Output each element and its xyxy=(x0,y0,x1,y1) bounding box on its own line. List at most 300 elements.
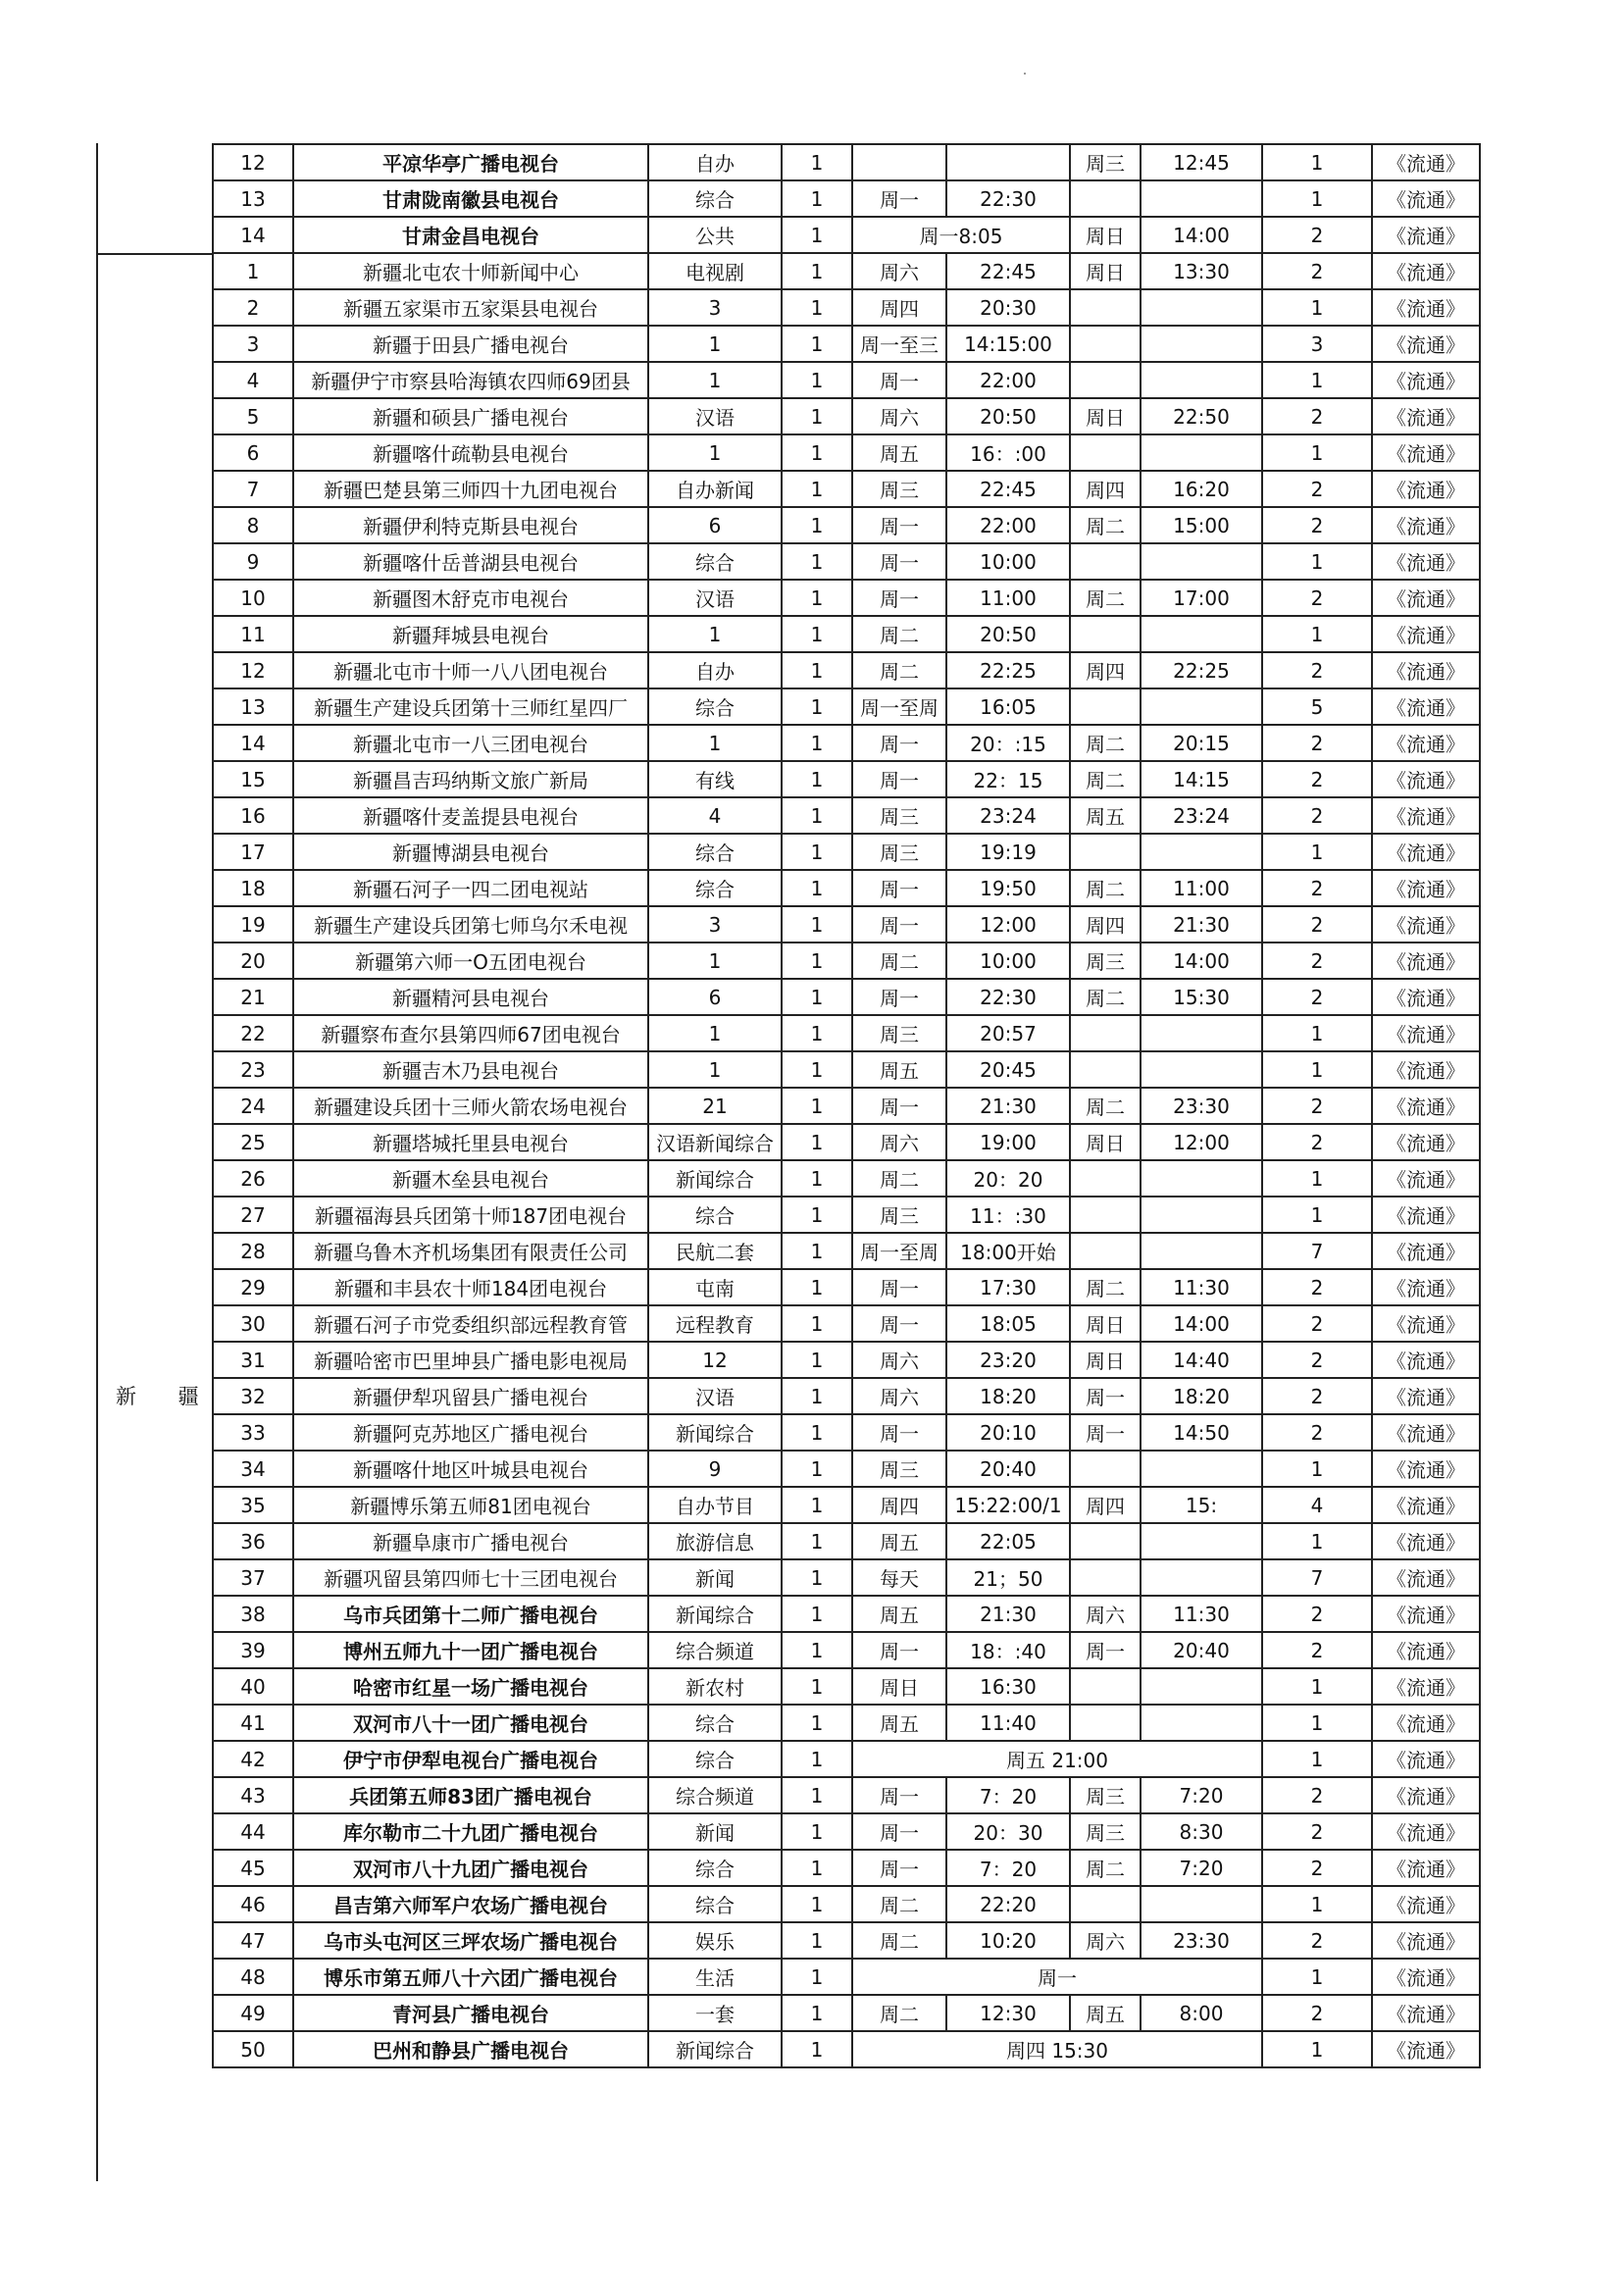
schedule-time1: 11：:30 xyxy=(946,1197,1070,1233)
times-count: 2 xyxy=(1262,943,1372,979)
row-number: 13 xyxy=(213,688,293,725)
program-title: 《流通》 xyxy=(1372,1342,1480,1378)
times-count: 1 xyxy=(1262,1197,1372,1233)
count-cell: 1 xyxy=(782,1559,852,1596)
region-label: 新 疆 xyxy=(116,1385,217,1408)
schedule-time1: 18:05 xyxy=(946,1305,1070,1342)
schedule-day1: 周一 xyxy=(852,1850,946,1886)
program-title: 《流通》 xyxy=(1372,1160,1480,1197)
table-row xyxy=(213,1959,1480,1995)
program-title: 《流通》 xyxy=(1372,1995,1480,2031)
schedule-time1: 16:05 xyxy=(946,688,1070,725)
row-number: 10 xyxy=(213,580,293,616)
program-name: 新闻综合 xyxy=(648,1596,782,1632)
program-name: 1 xyxy=(648,1015,782,1051)
table-row xyxy=(213,1051,1480,1088)
schedule-time2 xyxy=(1141,180,1262,217)
schedule-time2: 23:24 xyxy=(1141,797,1262,834)
row-number: 26 xyxy=(213,1160,293,1197)
schedule-day1: 周四 xyxy=(852,289,946,326)
count-cell: 1 xyxy=(782,1487,852,1523)
times-count: 2 xyxy=(1262,1777,1372,1813)
schedule-day2 xyxy=(1070,1051,1141,1088)
station-name: 新疆伊利特克斯县电视台 xyxy=(293,507,648,543)
program-name: 自办 xyxy=(648,144,782,180)
schedule-time1: 11:00 xyxy=(946,580,1070,616)
row-number: 12 xyxy=(213,652,293,688)
schedule-time2: 15:30 xyxy=(1141,979,1262,1015)
schedule-time2: 22:25 xyxy=(1141,652,1262,688)
schedule-time2: 23:30 xyxy=(1141,1922,1262,1959)
count-cell: 1 xyxy=(782,144,852,180)
schedule-day2 xyxy=(1070,180,1141,217)
schedule-day1: 周一至三 xyxy=(852,326,946,362)
station-name: 新疆伊宁市察县哈海镇农四师69团县 xyxy=(293,362,648,398)
count-cell: 1 xyxy=(782,1233,852,1269)
table-row xyxy=(213,1523,1480,1559)
count-cell: 1 xyxy=(782,1051,852,1088)
program-title: 《流通》 xyxy=(1372,870,1480,906)
program-name: 1 xyxy=(648,616,782,652)
schedule-time2: 12:45 xyxy=(1141,144,1262,180)
times-count: 2 xyxy=(1262,725,1372,761)
row-number: 31 xyxy=(213,1342,293,1378)
count-cell: 1 xyxy=(782,688,852,725)
count-cell: 1 xyxy=(782,471,852,507)
program-title: 《流通》 xyxy=(1372,725,1480,761)
program-name: 自办节目 xyxy=(648,1487,782,1523)
station-name: 新疆巩留县第四师七十三团电视台 xyxy=(293,1559,648,1596)
schedule-day2: 周一 xyxy=(1070,1414,1141,1451)
station-name: 新疆博湖县电视台 xyxy=(293,834,648,870)
schedule-time2 xyxy=(1141,1886,1262,1922)
schedule-time2: 23:30 xyxy=(1141,1088,1262,1124)
count-cell: 1 xyxy=(782,543,852,580)
schedule-day1: 周一 xyxy=(852,1414,946,1451)
table-row xyxy=(213,1922,1480,1959)
schedule-time1: 22:25 xyxy=(946,652,1070,688)
row-number: 17 xyxy=(213,834,293,870)
times-count: 2 xyxy=(1262,398,1372,434)
region-separator-line xyxy=(96,253,212,255)
row-number: 21 xyxy=(213,979,293,1015)
table-row xyxy=(213,688,1480,725)
program-name: 综合 xyxy=(648,1850,782,1886)
times-count: 1 xyxy=(1262,1741,1372,1777)
schedule-day1: 周二 xyxy=(852,1995,946,2031)
program-title: 《流通》 xyxy=(1372,761,1480,797)
schedule-merged: 周五 21:00 xyxy=(852,1741,1262,1777)
table-row xyxy=(213,1995,1480,2031)
row-number: 37 xyxy=(213,1559,293,1596)
program-name: 综合 xyxy=(648,1705,782,1741)
schedule-day2 xyxy=(1070,434,1141,471)
program-title: 《流通》 xyxy=(1372,616,1480,652)
station-name: 新疆和硕县广播电视台 xyxy=(293,398,648,434)
table-row xyxy=(213,1015,1480,1051)
schedule-day2: 周四 xyxy=(1070,652,1141,688)
schedule-day1: 周二 xyxy=(852,1922,946,1959)
times-count: 2 xyxy=(1262,1596,1372,1632)
schedule-time2: 8:30 xyxy=(1141,1813,1262,1850)
times-count: 1 xyxy=(1262,616,1372,652)
program-title: 《流通》 xyxy=(1372,362,1480,398)
schedule-day2 xyxy=(1070,1559,1141,1596)
program-name: 新闻 xyxy=(648,1813,782,1850)
schedule-time2 xyxy=(1141,1197,1262,1233)
row-number: 28 xyxy=(213,1233,293,1269)
station-name: 青河县广播电视台 xyxy=(293,1995,648,2031)
times-count: 5 xyxy=(1262,688,1372,725)
program-name: 屯南 xyxy=(648,1269,782,1305)
program-title: 《流通》 xyxy=(1372,943,1480,979)
schedule-rows xyxy=(213,144,1480,2067)
program-title: 《流通》 xyxy=(1372,1051,1480,1088)
program-title: 《流通》 xyxy=(1372,797,1480,834)
program-name: 自办 xyxy=(648,652,782,688)
schedule-day2: 周日 xyxy=(1070,1342,1141,1378)
program-name: 汉语 xyxy=(648,580,782,616)
table-row xyxy=(213,1160,1480,1197)
schedule-day1: 周五 xyxy=(852,434,946,471)
program-name: 新闻 xyxy=(648,1559,782,1596)
program-name: 综合频道 xyxy=(648,1632,782,1668)
station-name: 新疆喀什岳普湖县电视台 xyxy=(293,543,648,580)
program-name: 公共 xyxy=(648,217,782,253)
table-row xyxy=(213,1451,1480,1487)
schedule-day2: 周二 xyxy=(1070,870,1141,906)
times-count: 1 xyxy=(1262,1051,1372,1088)
station-name: 昌吉第六师军户农场广播电视台 xyxy=(293,1886,648,1922)
times-count: 1 xyxy=(1262,362,1372,398)
table-row xyxy=(213,1342,1480,1378)
station-name: 双河市八十一团广播电视台 xyxy=(293,1705,648,1741)
schedule-time1: 17:30 xyxy=(946,1269,1070,1305)
station-name: 新疆五家渠市五家渠县电视台 xyxy=(293,289,648,326)
times-count: 2 xyxy=(1262,1922,1372,1959)
schedule-day2: 周一 xyxy=(1070,1378,1141,1414)
station-name: 新疆喀什疏勒县电视台 xyxy=(293,434,648,471)
schedule-day2 xyxy=(1070,1160,1141,1197)
schedule-day1 xyxy=(852,144,946,180)
schedule-day1: 周二 xyxy=(852,1886,946,1922)
station-name: 甘肃陇南徽县电视台 xyxy=(293,180,648,217)
program-name: 4 xyxy=(648,797,782,834)
row-number: 20 xyxy=(213,943,293,979)
schedule-time1: 22:30 xyxy=(946,979,1070,1015)
schedule-time2: 12:00 xyxy=(1141,1124,1262,1160)
schedule-day2 xyxy=(1070,362,1141,398)
program-name: 1 xyxy=(648,362,782,398)
row-number: 22 xyxy=(213,1015,293,1051)
schedule-time1: 22:45 xyxy=(946,253,1070,289)
schedule-time1: 14:15:00 xyxy=(946,326,1070,362)
schedule-day1: 周一 xyxy=(852,906,946,943)
program-title: 《流通》 xyxy=(1372,906,1480,943)
row-number: 45 xyxy=(213,1850,293,1886)
schedule-day1: 周五 xyxy=(852,1705,946,1741)
schedule-time2 xyxy=(1141,1451,1262,1487)
table-row xyxy=(213,1378,1480,1414)
schedule-day1: 周三 xyxy=(852,834,946,870)
row-number: 6 xyxy=(213,434,293,471)
program-title: 《流通》 xyxy=(1372,1305,1480,1342)
times-count: 2 xyxy=(1262,1305,1372,1342)
schedule-day2 xyxy=(1070,1197,1141,1233)
station-name: 新疆北屯市十师一八八团电视台 xyxy=(293,652,648,688)
schedule-day1: 周二 xyxy=(852,652,946,688)
row-number: 43 xyxy=(213,1777,293,1813)
table-row xyxy=(213,1705,1480,1741)
row-number: 1 xyxy=(213,253,293,289)
schedule-time1: 16：:00 xyxy=(946,434,1070,471)
station-name: 甘肃金昌电视台 xyxy=(293,217,648,253)
program-title: 《流通》 xyxy=(1372,834,1480,870)
table-row xyxy=(213,2031,1480,2067)
schedule-day2: 周日 xyxy=(1070,1305,1141,1342)
program-title: 《流通》 xyxy=(1372,398,1480,434)
times-count: 1 xyxy=(1262,2031,1372,2067)
program-name: 6 xyxy=(648,507,782,543)
times-count: 1 xyxy=(1262,434,1372,471)
table-row xyxy=(213,797,1480,834)
row-number: 42 xyxy=(213,1741,293,1777)
program-title: 《流通》 xyxy=(1372,144,1480,180)
program-name: 汉语 xyxy=(648,1378,782,1414)
table-row xyxy=(213,943,1480,979)
table-row xyxy=(213,326,1480,362)
row-number: 23 xyxy=(213,1051,293,1088)
count-cell: 1 xyxy=(782,1777,852,1813)
program-title: 《流通》 xyxy=(1372,1813,1480,1850)
schedule-day2 xyxy=(1070,326,1141,362)
times-count: 2 xyxy=(1262,761,1372,797)
schedule-time1: 22:00 xyxy=(946,507,1070,543)
schedule-time2: 7:20 xyxy=(1141,1777,1262,1813)
count-cell: 1 xyxy=(782,1342,852,1378)
station-name: 博州五师九十一团广播电视台 xyxy=(293,1632,648,1668)
table-row xyxy=(213,1124,1480,1160)
station-name: 新疆拜城县电视台 xyxy=(293,616,648,652)
schedule-day1: 周四 xyxy=(852,1487,946,1523)
table-row xyxy=(213,289,1480,326)
schedule-time2 xyxy=(1141,1233,1262,1269)
schedule-time2 xyxy=(1141,1051,1262,1088)
program-name: 3 xyxy=(648,906,782,943)
schedule-time1: 22：15 xyxy=(946,761,1070,797)
schedule-day2: 周日 xyxy=(1070,253,1141,289)
schedule-day1: 周日 xyxy=(852,1668,946,1705)
schedule-time1: 20：20 xyxy=(946,1160,1070,1197)
program-name: 综合 xyxy=(648,1197,782,1233)
count-cell: 1 xyxy=(782,217,852,253)
schedule-time2: 14:50 xyxy=(1141,1414,1262,1451)
schedule-time2 xyxy=(1141,1559,1262,1596)
schedule-time1: 7：20 xyxy=(946,1850,1070,1886)
schedule-day1: 周一 xyxy=(852,979,946,1015)
station-name: 哈密市红星一场广播电视台 xyxy=(293,1668,648,1705)
schedule-time1: 10:00 xyxy=(946,943,1070,979)
program-title: 《流通》 xyxy=(1372,326,1480,362)
row-number: 27 xyxy=(213,1197,293,1233)
schedule-day1: 周二 xyxy=(852,616,946,652)
left-border-line xyxy=(96,143,98,2181)
program-name: 综合 xyxy=(648,834,782,870)
count-cell: 1 xyxy=(782,1668,852,1705)
schedule-day1: 周一 xyxy=(852,1813,946,1850)
table-row xyxy=(213,1886,1480,1922)
row-number: 3 xyxy=(213,326,293,362)
program-name: 综合 xyxy=(648,870,782,906)
row-number: 44 xyxy=(213,1813,293,1850)
row-number: 36 xyxy=(213,1523,293,1559)
schedule-time2: 11:00 xyxy=(1141,870,1262,906)
station-name: 新疆哈密市巴里坤县广播电影电视局 xyxy=(293,1342,648,1378)
times-count: 2 xyxy=(1262,1414,1372,1451)
schedule-time2 xyxy=(1141,289,1262,326)
row-number: 48 xyxy=(213,1959,293,1995)
table-row xyxy=(213,1305,1480,1342)
row-number: 49 xyxy=(213,1995,293,2031)
schedule-time2 xyxy=(1141,1015,1262,1051)
table-row xyxy=(213,580,1480,616)
program-title: 《流通》 xyxy=(1372,1451,1480,1487)
program-name: 9 xyxy=(648,1451,782,1487)
station-name: 新疆第六师一O五团电视台 xyxy=(293,943,648,979)
row-number: 14 xyxy=(213,217,293,253)
schedule-time1: 22:00 xyxy=(946,362,1070,398)
count-cell: 1 xyxy=(782,362,852,398)
station-name: 新疆昌吉玛纳斯文旅广新局 xyxy=(293,761,648,797)
program-title: 《流通》 xyxy=(1372,289,1480,326)
schedule-table xyxy=(212,143,1481,2068)
schedule-time2: 21:30 xyxy=(1141,906,1262,943)
schedule-day1: 周一 xyxy=(852,1305,946,1342)
schedule-day2: 周日 xyxy=(1070,398,1141,434)
schedule-day2 xyxy=(1070,1523,1141,1559)
row-number: 8 xyxy=(213,507,293,543)
schedule-day2: 周六 xyxy=(1070,1596,1141,1632)
schedule-day2 xyxy=(1070,1233,1141,1269)
program-title: 《流通》 xyxy=(1372,1378,1480,1414)
schedule-day1: 周三 xyxy=(852,471,946,507)
schedule-time1: 23:20 xyxy=(946,1342,1070,1378)
program-title: 《流通》 xyxy=(1372,1233,1480,1269)
schedule-time2: 15:00 xyxy=(1141,507,1262,543)
station-name: 乌市兵团第十二师广播电视台 xyxy=(293,1596,648,1632)
times-count: 1 xyxy=(1262,144,1372,180)
schedule-time2 xyxy=(1141,362,1262,398)
program-name: 1 xyxy=(648,1051,782,1088)
station-name: 巴州和静县广播电视台 xyxy=(293,2031,648,2067)
schedule-time1: 21；50 xyxy=(946,1559,1070,1596)
schedule-time2: 15: xyxy=(1141,1487,1262,1523)
table-row xyxy=(213,144,1480,180)
station-name: 新疆石河子市党委组织部远程教育管 xyxy=(293,1305,648,1342)
count-cell: 1 xyxy=(782,1378,852,1414)
program-title: 《流通》 xyxy=(1372,1559,1480,1596)
times-count: 1 xyxy=(1262,1523,1372,1559)
station-name: 新疆福海县兵团第十师187团电视台 xyxy=(293,1197,648,1233)
times-count: 2 xyxy=(1262,870,1372,906)
program-title: 《流通》 xyxy=(1372,1596,1480,1632)
schedule-time1: 12:00 xyxy=(946,906,1070,943)
scan-speck xyxy=(1024,73,1026,75)
program-name: 综合频道 xyxy=(648,1777,782,1813)
schedule-time2: 14:40 xyxy=(1141,1342,1262,1378)
count-cell: 1 xyxy=(782,1451,852,1487)
schedule-day1: 周一至周 xyxy=(852,1233,946,1269)
count-cell: 1 xyxy=(782,1414,852,1451)
count-cell: 1 xyxy=(782,1959,852,1995)
program-title: 《流通》 xyxy=(1372,180,1480,217)
times-count: 2 xyxy=(1262,1813,1372,1850)
schedule-time2: 8:00 xyxy=(1141,1995,1262,2031)
program-title: 《流通》 xyxy=(1372,253,1480,289)
times-count: 1 xyxy=(1262,1886,1372,1922)
times-count: 1 xyxy=(1262,1705,1372,1741)
schedule-time2: 7:20 xyxy=(1141,1850,1262,1886)
schedule-day2: 周六 xyxy=(1070,1922,1141,1959)
count-cell: 1 xyxy=(782,289,852,326)
times-count: 2 xyxy=(1262,217,1372,253)
schedule-time1: 15:22:00/1 xyxy=(946,1487,1070,1523)
times-count: 2 xyxy=(1262,471,1372,507)
count-cell: 1 xyxy=(782,326,852,362)
times-count: 1 xyxy=(1262,1015,1372,1051)
schedule-time1: 7：20 xyxy=(946,1777,1070,1813)
schedule-time1: 20:50 xyxy=(946,616,1070,652)
count-cell: 1 xyxy=(782,1523,852,1559)
count-cell: 1 xyxy=(782,1850,852,1886)
program-title: 《流通》 xyxy=(1372,1124,1480,1160)
schedule-day1: 周一 xyxy=(852,725,946,761)
program-title: 《流通》 xyxy=(1372,688,1480,725)
row-number: 15 xyxy=(213,761,293,797)
table-row xyxy=(213,180,1480,217)
schedule-day1: 周一 xyxy=(852,180,946,217)
times-count: 2 xyxy=(1262,979,1372,1015)
row-number: 2 xyxy=(213,289,293,326)
table-row xyxy=(213,1487,1480,1523)
schedule-time2 xyxy=(1141,543,1262,580)
station-name: 新疆伊犁巩留县广播电视台 xyxy=(293,1378,648,1414)
station-name: 双河市八十九团广播电视台 xyxy=(293,1850,648,1886)
count-cell: 1 xyxy=(782,761,852,797)
table-row xyxy=(213,761,1480,797)
schedule-time2: 13:30 xyxy=(1141,253,1262,289)
row-number: 41 xyxy=(213,1705,293,1741)
schedule-day2: 周一 xyxy=(1070,1632,1141,1668)
schedule-day1: 周一 xyxy=(852,1088,946,1124)
program-name: 民航二套 xyxy=(648,1233,782,1269)
schedule-day1-time1: 周一8:05 xyxy=(852,217,1070,253)
times-count: 1 xyxy=(1262,834,1372,870)
row-number: 11 xyxy=(213,616,293,652)
program-name: 1 xyxy=(648,326,782,362)
schedule-day2 xyxy=(1070,834,1141,870)
program-title: 《流通》 xyxy=(1372,543,1480,580)
schedule-day1: 周六 xyxy=(852,1124,946,1160)
row-number: 32 xyxy=(213,1378,293,1414)
schedule-day1: 周一 xyxy=(852,761,946,797)
schedule-day1: 周五 xyxy=(852,1523,946,1559)
station-name: 新疆和丰县农十师184团电视台 xyxy=(293,1269,648,1305)
table-row xyxy=(213,217,1480,253)
row-number: 34 xyxy=(213,1451,293,1487)
program-name: 有线 xyxy=(648,761,782,797)
count-cell: 1 xyxy=(782,2031,852,2067)
